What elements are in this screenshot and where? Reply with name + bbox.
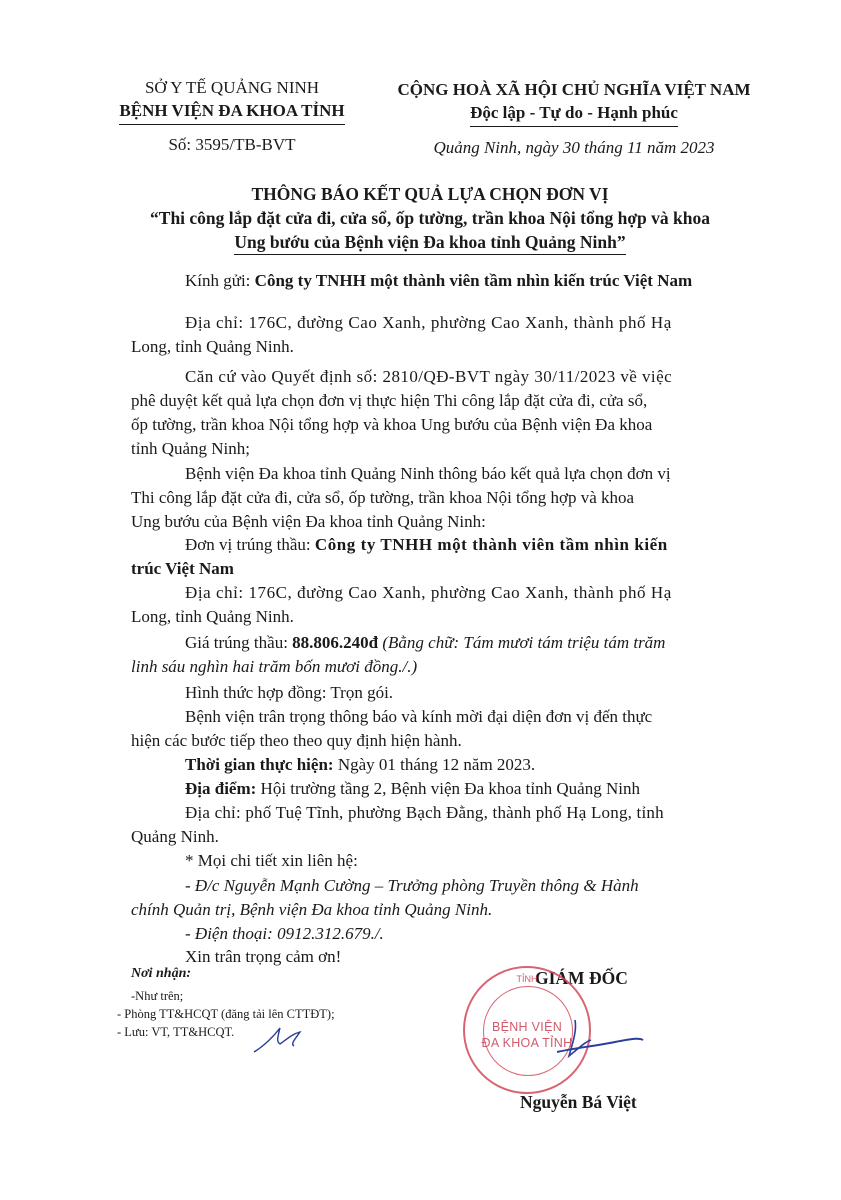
notice-line3: Ung bướu của Bệnh viện Đa khoa tỉnh Quảng Ninh: (131, 512, 486, 531)
venue (185, 779, 640, 799)
time-value: Ngày 01 tháng 12 năm 2023. (333, 755, 536, 774)
notice-subject-line2-text: Ung bướu của Bệnh viện Đa khoa tỉnh Quảng Ninh” (234, 232, 625, 255)
address2-line1: Địa chỉ: 176C, đường Cao Xanh, phường Cao Xanh, thành phố Hạ (185, 583, 672, 602)
price-words-line1: (Bằng chữ: Tám mươi tám triệu tám trăm (378, 633, 666, 652)
time-label: Thời gian thực hiện: (185, 755, 334, 774)
recipients-item2: - Phòng TT&HCQT (đăng tải lên CTTĐT); (117, 1007, 335, 1021)
notice-subject-line2 (60, 232, 800, 255)
address3-line1: Địa chỉ: phố Tuệ Tĩnh, phường Bạch Đằng, thành phố Hạ Long, tỉnh (185, 803, 664, 822)
basis-line4: tỉnh Quảng Ninh; (131, 439, 250, 458)
notice-title: THÔNG BÁO KẾT QUẢ LỰA CHỌN ĐƠN VỊ (251, 184, 609, 204)
contact-person-line1: - Đ/c Nguyễn Mạnh Cường – Trưởng phòng Truyền thông & Hành (185, 876, 639, 895)
invite-line1: Bệnh viện trân trọng thông báo và kính mời đại diện đơn vị đến thực (185, 707, 653, 726)
recipient-label: Kính gửi: (185, 271, 255, 290)
price-amount: 88.806.240đ (292, 633, 379, 652)
winner-name-line2: trúc Việt Nam (131, 559, 234, 578)
national-title: CỘNG HOÀ XÃ HỘI CHỦ NGHĨA VIỆT NAM (397, 80, 751, 99)
hospital-name-text: BỆNH VIỆN ĐA KHOA TỈNH (119, 99, 344, 125)
address1-line1: Địa chỉ: 176C, đường Cao Xanh, phường Cao Xanh, thành phố Hạ (185, 313, 672, 332)
invite-line2: hiện các bước tiếp theo theo quy định hiện hành. (131, 731, 462, 750)
winner (185, 535, 668, 555)
winning-price (185, 633, 665, 653)
initial-scribble-icon (250, 1022, 310, 1058)
winner-name-line1: Công ty TNHH một thành viên tầm nhìn kiến (314, 535, 668, 554)
closing-thanks: Xin trân trọng cảm ơn! (185, 947, 342, 966)
stamp-text-line2: ĐA KHOA TỈNH (481, 1036, 573, 1050)
address1-line2: Long, tỉnh Quảng Ninh. (131, 337, 294, 356)
recipient-name: Công ty TNHH một thành viên tầm nhìn kiến trúc Việt Nam (254, 271, 693, 290)
execution-time (185, 755, 535, 775)
national-motto-text: Độc lập - Tự do - Hạnh phúc (470, 101, 678, 127)
price-label: Giá trúng thầu: (185, 633, 293, 652)
price-words-line2: linh sáu nghìn hai trăm bốn mươi đồng./.) (131, 657, 418, 676)
notice-line1: Bệnh viện Đa khoa tỉnh Quảng Ninh thông báo kết quả lựa chọn đơn vị (185, 464, 671, 483)
recipient (185, 271, 692, 291)
contact-phone: - Điện thoại: 0912.312.679./. (185, 924, 384, 943)
national-motto (378, 101, 770, 127)
notice-line2: Thi công lắp đặt cửa đi, cửa sổ, ốp tường, trần khoa Nội tổng hợp và khoa (131, 488, 635, 507)
signatory-role: GIÁM ĐỐC (535, 968, 628, 988)
basis-line1: Căn cứ vào Quyết định số: 2810/QĐ-BVT ngày 30/11/2023 về việc (185, 367, 673, 386)
contract-form: Hình thức hợp đồng: Trọn gói. (185, 683, 394, 702)
stamp-top-text: TỈNH (516, 974, 538, 984)
contact-person-line2: chính Quản trị, Bệnh viện Đa khoa tỉnh Quảng Ninh. (131, 900, 493, 919)
notice-subject-line1: “Thi công lắp đặt cửa đi, cửa sổ, ốp tường, trần khoa Nội tổng hợp và khoa (150, 208, 710, 228)
basis-line3: ốp tường, trần khoa Nội tổng hợp và khoa Ung bướu của Bệnh viện Đa khoa (131, 415, 653, 434)
recipients-title: Nơi nhận: (131, 966, 192, 981)
address3-line2: Quảng Ninh. (131, 827, 219, 846)
place-label: Địa điểm: (185, 779, 257, 798)
winner-label: Đơn vị trúng thầu: (185, 535, 315, 554)
recipients-item1: -Như trên; (131, 989, 184, 1003)
recipients-item3: - Lưu: VT, TT&HCQT. (117, 1025, 235, 1039)
signature-scribble-icon (555, 1012, 645, 1072)
stamp-text-line1: BỆNH VIỆN (491, 1020, 563, 1034)
place-value: Hội trường tầng 2, Bệnh viện Đa khoa tỉnh Quảng Ninh (256, 779, 640, 798)
address2-line2: Long, tỉnh Quảng Ninh. (131, 607, 294, 626)
hospital-name (92, 99, 372, 125)
agency-name: SỞ Y TẾ QUẢNG NINH (144, 78, 320, 97)
contact-intro: * Mọi chi tiết xin liên hệ: (185, 851, 358, 870)
document-number: Số: 3595/TB-BVT (168, 135, 296, 154)
signatory-name: Nguyễn Bá Việt (520, 1092, 637, 1112)
basis-line2: phê duyệt kết quả lựa chọn đơn vị thực hiện Thi công lắp đặt cửa đi, cửa sổ, (131, 391, 648, 410)
issue-date: Quảng Ninh, ngày 30 tháng 11 năm 2023 (433, 138, 715, 157)
